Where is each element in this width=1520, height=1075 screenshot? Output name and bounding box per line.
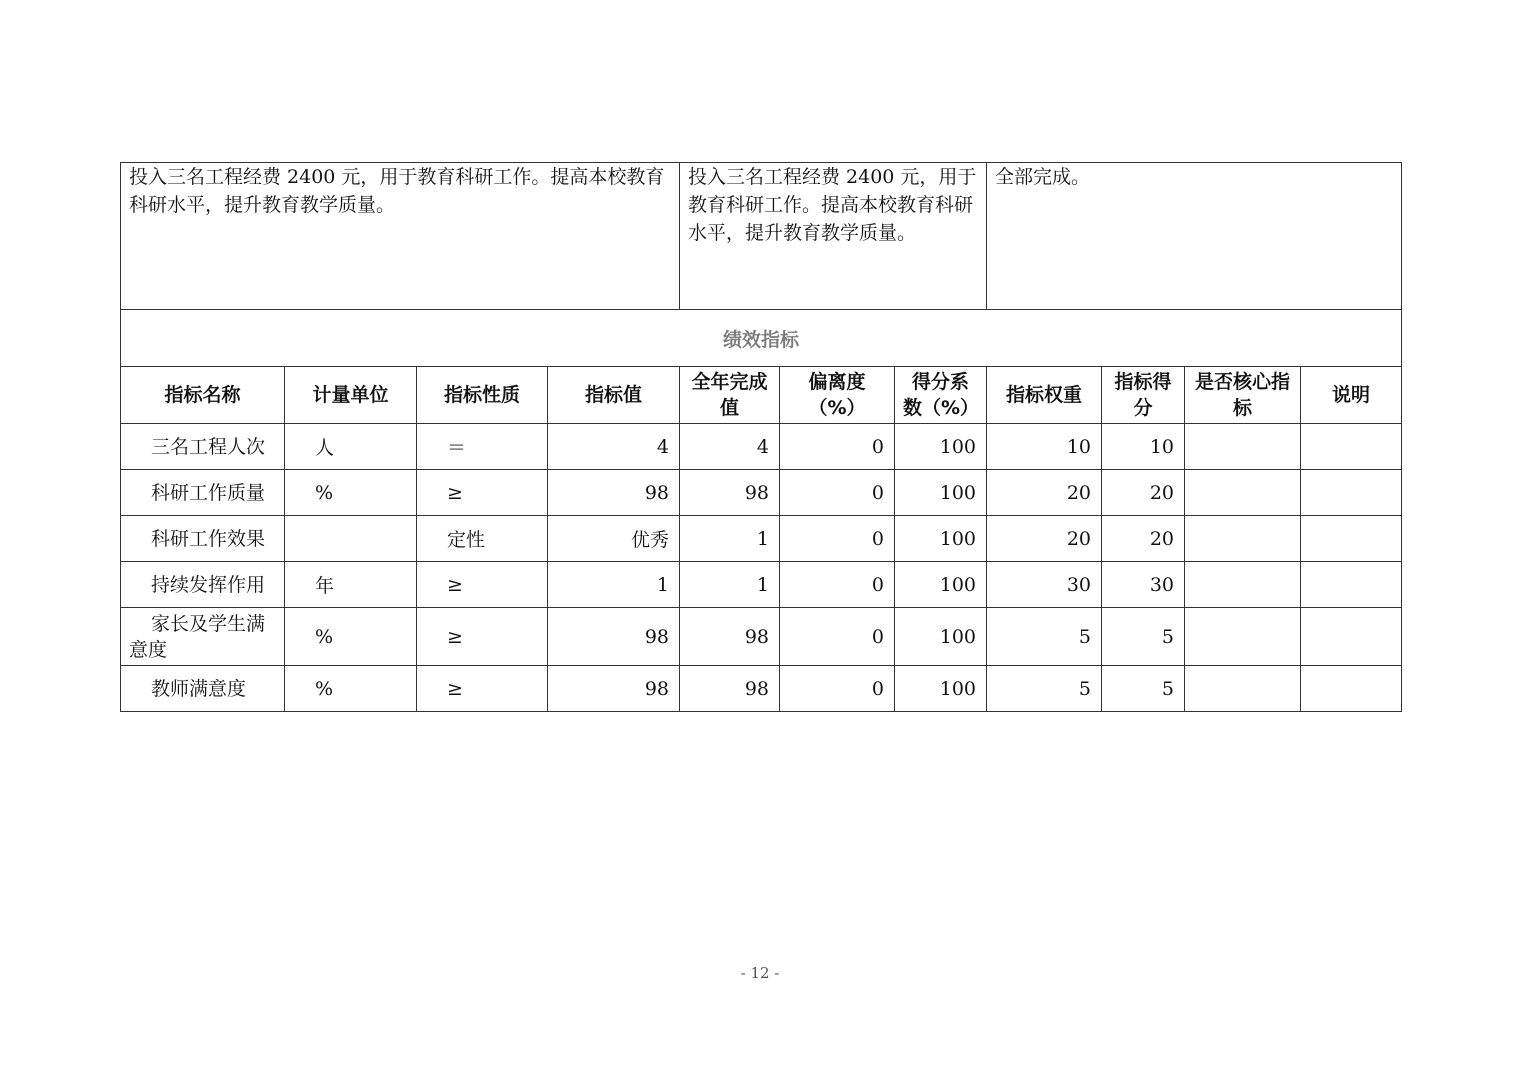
table-row [121,470,1402,516]
cell-deviation: 0 [780,608,895,666]
cell-score: 20 [1102,516,1185,562]
header-row [121,367,1402,424]
cell-target: 4 [548,424,680,470]
cell-core [1185,562,1301,608]
cell-deviation: 0 [780,562,895,608]
cell-unit: % [285,666,417,712]
cell-coefficient: 100 [895,666,987,712]
cell-nature: 定性 [417,516,548,562]
cell-actual: 98 [680,666,780,712]
cell-note [1301,424,1402,470]
cell-name: 三名工程人次 [121,424,285,470]
header-nature: 指标性质 [417,367,548,424]
header-note: 说明 [1301,367,1402,424]
cell-unit: 人 [285,424,417,470]
cell-core [1185,516,1301,562]
cell-weight: 20 [987,516,1102,562]
table-row [121,516,1402,562]
header-score: 指标得分 [1102,367,1185,424]
cell-unit: 年 [285,562,417,608]
cell-name: 科研工作质量 [121,470,285,516]
table-row [121,424,1402,470]
summary-row [121,163,1402,310]
cell-nature: ≥ [417,666,548,712]
cell-target: 优秀 [548,516,680,562]
cell-weight: 30 [987,562,1102,608]
cell-deviation: 0 [780,470,895,516]
cell-score: 30 [1102,562,1185,608]
cell-target: 98 [548,666,680,712]
table-row [121,608,1402,666]
cell-unit: % [285,470,417,516]
page-number: - 12 - [740,964,780,982]
cell-nature: ≥ [417,608,548,666]
cell-actual: 98 [680,608,780,666]
cell-actual: 4 [680,424,780,470]
cell-coefficient: 100 [895,470,987,516]
cell-actual: 1 [680,562,780,608]
cell-note [1301,470,1402,516]
cell-weight: 10 [987,424,1102,470]
cell-note [1301,562,1402,608]
cell-nature: ≥ [417,470,548,516]
cell-core [1185,666,1301,712]
section-title: 绩效指标 [121,310,1402,367]
cell-name: 持续发挥作用 [121,562,285,608]
table-row [121,562,1402,608]
cell-coefficient: 100 [895,608,987,666]
cell-core [1185,470,1301,516]
header-deviation: 偏离度（%） [780,367,895,424]
cell-name: 科研工作效果 [121,516,285,562]
header-target: 指标值 [548,367,680,424]
cell-actual: 1 [680,516,780,562]
cell-target: 98 [548,470,680,516]
table-row [121,666,1402,712]
cell-name: 教师满意度 [121,666,285,712]
cell-deviation: 0 [780,424,895,470]
performance-table [120,162,1402,712]
cell-unit: % [285,608,417,666]
cell-core [1185,608,1301,666]
cell-weight: 20 [987,470,1102,516]
cell-nature: ≥ [417,562,548,608]
cell-weight: 5 [987,608,1102,666]
header-unit: 计量单位 [285,367,417,424]
cell-coefficient: 100 [895,562,987,608]
header-name: 指标名称 [121,367,285,424]
cell-score: 5 [1102,608,1185,666]
header-core: 是否核心指标 [1185,367,1301,424]
summary-status: 全部完成。 [987,163,1402,310]
cell-deviation: 0 [780,516,895,562]
header-weight: 指标权重 [987,367,1102,424]
cell-core [1185,424,1301,470]
cell-target: 98 [548,608,680,666]
header-actual: 全年完成值 [680,367,780,424]
summary-goal: 投入三名工程经费 2400 元，用于教育科研工作。提高本校教育科研水平，提升教育教学质量。 [121,163,680,310]
cell-note [1301,516,1402,562]
cell-deviation: 0 [780,666,895,712]
cell-unit [285,516,417,562]
cell-coefficient: 100 [895,424,987,470]
cell-target: 1 [548,562,680,608]
cell-coefficient: 100 [895,516,987,562]
cell-nature: ＝ [417,424,548,470]
section-row [121,310,1402,367]
cell-score: 5 [1102,666,1185,712]
cell-score: 20 [1102,470,1185,516]
cell-note [1301,666,1402,712]
cell-name: 家长及学生满意度 [121,608,285,666]
cell-note [1301,608,1402,666]
cell-actual: 98 [680,470,780,516]
cell-score: 10 [1102,424,1185,470]
cell-weight: 5 [987,666,1102,712]
summary-actual: 投入三名工程经费 2400 元，用于教育科研工作。提高本校教育科研水平，提升教育教学质量。 [680,163,987,310]
header-coefficient: 得分系数（%） [895,367,987,424]
